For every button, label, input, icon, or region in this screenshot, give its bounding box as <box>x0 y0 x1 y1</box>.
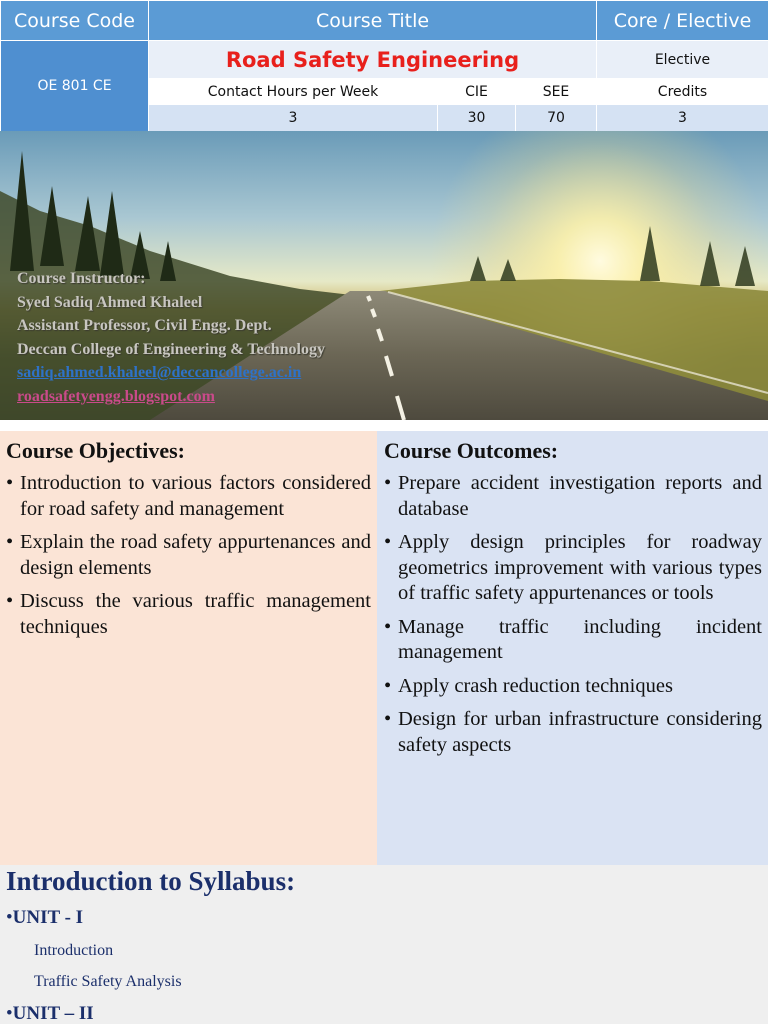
instructor-info <box>17 267 397 408</box>
course-info-table <box>0 0 768 132</box>
course-outcomes-panel <box>377 431 768 865</box>
instructor-heading: Course Instructor: <box>17 270 146 287</box>
contact-hours-label: Contact Hours per Week <box>149 79 438 105</box>
objective-item: • Introduction to various factors considered for road safety and management <box>6 471 371 522</box>
road-photo-banner <box>0 131 768 420</box>
syllabus-section <box>0 865 768 1024</box>
contact-hours-value: 3 <box>149 105 438 132</box>
outcome-item: • Apply design principles for roadway geometrics improvement with various types of traffic safety appurtenances or tools <box>384 530 762 607</box>
header-core-elective: Core / Elective <box>597 1 768 41</box>
header-course-code: Course Code <box>1 1 149 41</box>
unit-1-topic: Introduction <box>34 942 114 959</box>
unit-1-label: • UNIT - I <box>6 907 83 929</box>
credits-value: 3 <box>597 105 768 132</box>
instructor-name: Syed Sadiq Ahmed Khaleel <box>17 293 203 311</box>
outcome-item: • Prepare accident investigation reports and database <box>384 471 762 522</box>
syllabus-heading: Introduction to Syllabus: <box>6 866 296 896</box>
see-label: SEE <box>516 79 597 105</box>
unit-2-label: • UNIT – II <box>6 1003 94 1024</box>
cie-label: CIE <box>438 79 516 105</box>
header-course-title: Course Title <box>149 1 597 41</box>
objectives-heading: Course Objectives: <box>6 438 186 463</box>
course-objectives-panel <box>0 431 377 865</box>
instructor-email-link[interactable]: sadiq.ahmed.khaleel@deccancollege.ac.in <box>17 364 302 381</box>
objectives-list <box>6 471 371 640</box>
outcome-item: • Design for urban infrastructure considering safety aspects <box>384 707 762 758</box>
outcomes-heading: Course Outcomes: <box>384 438 559 463</box>
objective-item: • Explain the road safety appurtenances and design elements <box>6 530 371 581</box>
instructor-designation: Assistant Professor, Civil Engg. Dept. <box>17 317 272 334</box>
objective-item: • Discuss the various traffic management techniques <box>6 589 371 640</box>
instructor-blog-link[interactable]: roadsafetyengg.blogspot.com <box>17 387 215 405</box>
outcome-item: • Apply crash reduction techniques <box>384 674 762 700</box>
unit-1-topic: Traffic Safety Analysis <box>34 973 182 990</box>
cie-value: 30 <box>438 105 516 132</box>
instructor-college: Deccan College of Engineering & Technology <box>17 340 325 358</box>
course-title-value: Road Safety Engineering <box>149 41 597 79</box>
credits-label: Credits <box>597 79 768 105</box>
outcomes-list <box>384 471 762 758</box>
course-type-value: Elective <box>597 41 768 79</box>
course-code-value: OE 801 CE <box>1 41 149 132</box>
outcome-item: • Manage traffic including incident management <box>384 615 762 666</box>
see-value: 70 <box>516 105 597 132</box>
